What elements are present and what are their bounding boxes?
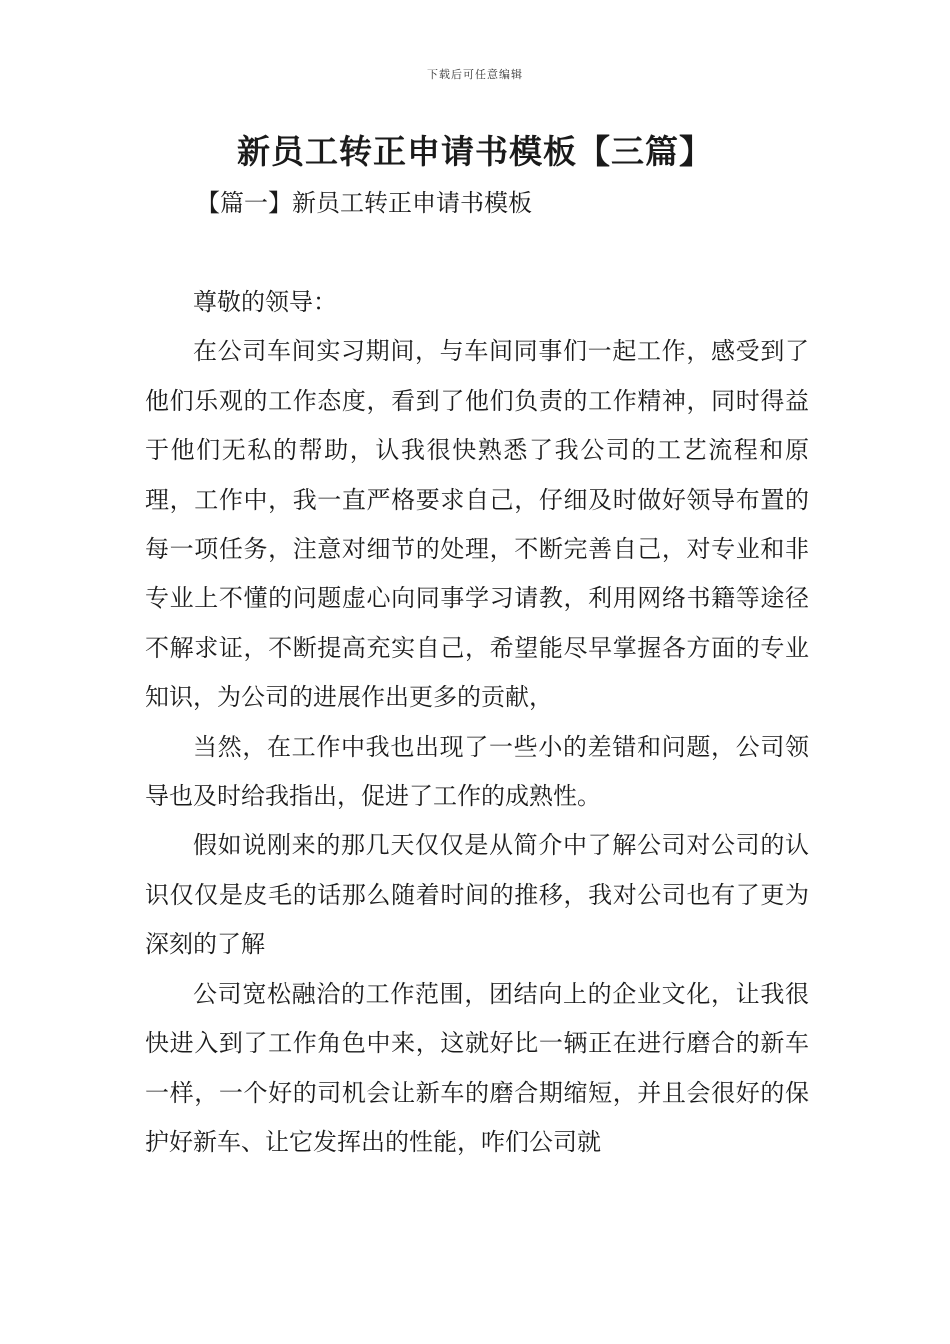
paragraph-1: 在公司车间实习期间，与车间同事们一起工作，感受到了他们乐观的工作态度，看到了他们负责的工作精神，同时得益于他们无私的帮助，认我很快熟悉了我公司的工艺流程和原理，工作中，我一直严格要求自己，仔细及时做好领导布置的每一项任务，注意对细节的处理，不断完善自己，对专业和非专业上不懂的问题虚心向同事学习请教，利用网络书籍等途径不解求证，不断提高充实自己，希望能尽早掌握各方面的专业知识，为公司的进展作出更多的贡献， — [145, 337, 809, 712]
salutation: 尊敬的领导： — [193, 288, 337, 316]
letter-body — [145, 278, 809, 1167]
paragraph-4: 公司宽松融洽的工作范围，团结向上的企业文化，让我很快进入到了工作角色中来，这就好比一辆正在进行磨合的新车一样，一个好的司机会让新车的磨合期缩短，并且会很好的保护好新车、让它发挥出的性能，咋们公司就 — [145, 979, 809, 1156]
section-title: 【篇一】新员工转正申请书模板 — [196, 189, 532, 217]
document-title: 新员工转正申请书模板【三篇】 — [237, 132, 713, 171]
paragraph-2: 当然，在工作中我也出现了一些小的差错和问题，公司领导也及时给我指出，促进了工作的成熟性。 — [145, 732, 809, 811]
paragraph-3: 假如说刚来的那几天仅仅是从简介中了解公司对公司的认识仅仅是皮毛的话那么随着时间的推移，我对公司也有了更为深刻的了解 — [145, 831, 809, 959]
header-note: 下载后可任意编辑 — [427, 68, 523, 81]
